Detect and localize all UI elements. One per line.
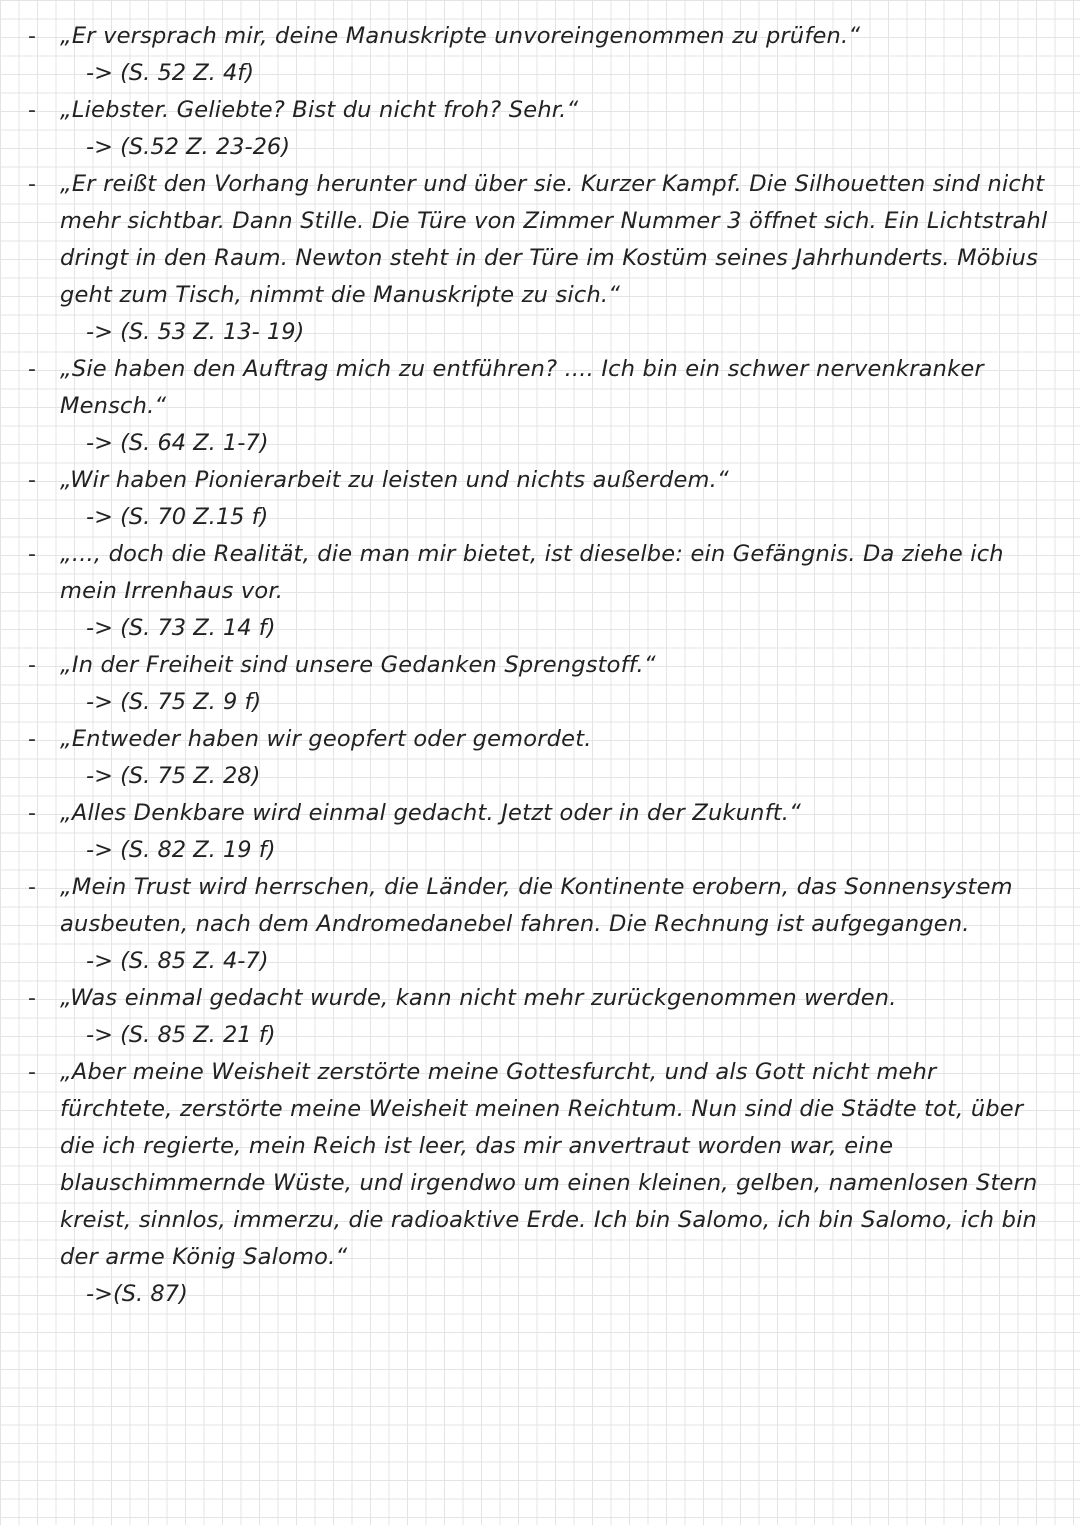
bullet-dash: - xyxy=(28,172,36,197)
quote-text: „Sie haben den Auftrag mich zu entführen? .... Ich bin ein schwer nervenkranker Mensch.“ xyxy=(60,356,984,419)
quote-text: „Er reißt den Vorhang herunter und über sie. Kurzer Kampf. Die Silhouetten sind nicht mehr sichtbar. Dann Stille. Die Türe von Zimmer Nummer 3 öffnet sich. Ein Lichtstrahl dringt in den Raum. Newton steht in der Türe im Kostüm seines Jahrhunderts. Möbius geht zum Tisch, nimmt die Manuskripte zu sich.“ xyxy=(60,171,1048,308)
list-item xyxy=(0,647,1080,721)
list-item xyxy=(0,92,1080,166)
list-item xyxy=(0,462,1080,536)
quote-text: „Liebster. Geliebte? Bist du nicht froh? Sehr.“ xyxy=(60,97,579,123)
list-item xyxy=(0,795,1080,869)
page-reference: -> (S. 64 Z. 1-7) xyxy=(86,430,269,456)
quote-text: „Alles Denkbare wird einmal gedacht. Jetzt oder in der Zukunft.“ xyxy=(60,800,801,826)
quote-text: „Er versprach mir, deine Manuskripte unvoreingenommen zu prüfen.“ xyxy=(60,23,861,49)
page-reference: -> (S. 70 Z.15 f) xyxy=(86,504,269,530)
page-reference: -> (S. 73 Z. 14 f) xyxy=(86,615,276,641)
quote-text: „Aber meine Weisheit zerstörte meine Gottesfurcht, und als Gott nicht mehr fürchtete, zerstörte meine Weisheit meinen Reichtum. Nun sind die Städte tot, über die ich regierte, mein Reich ist leer, das mir anvertraut worden war, eine blauschimmernde Wüste, und irgendwo um einen kleinen, gelben, namenlosen Stern kreist, sinnlos, immerzu, die radioaktive Erde. Ich bin Salomo, ich bin Salomo, ich bin der arme König Salomo.“ xyxy=(60,1059,1038,1270)
page-reference: -> (S. 82 Z. 19 f) xyxy=(86,837,276,863)
bullet-dash: - xyxy=(28,1060,36,1085)
page-reference: -> (S. 85 Z. 4-7) xyxy=(86,948,269,974)
bullet-dash: - xyxy=(28,468,36,493)
bullet-dash: - xyxy=(28,875,36,900)
bullet-dash: - xyxy=(28,727,36,752)
quote-list xyxy=(0,18,1080,1313)
quote-text: „In der Freiheit sind unsere Gedanken Sprengstoff.“ xyxy=(60,652,656,678)
page-reference: -> (S. 75 Z. 28) xyxy=(86,763,261,789)
page-reference: -> (S. 53 Z. 13- 19) xyxy=(86,319,305,345)
page-reference: -> (S. 85 Z. 21 f) xyxy=(86,1022,276,1048)
bullet-dash: - xyxy=(28,357,36,382)
bullet-dash: - xyxy=(28,801,36,826)
quote-text: „Mein Trust wird herrschen, die Länder, die Kontinente erobern, das Sonnensystem ausbeuten, nach dem Andromedanebel fahren. Die Rechnung ist aufgegangen. xyxy=(60,874,1013,937)
list-item xyxy=(0,721,1080,795)
bullet-dash: - xyxy=(28,98,36,123)
bullet-dash: - xyxy=(28,653,36,678)
quote-text: „..., doch die Realität, die man mir bietet, ist dieselbe: ein Gefängnis. Da ziehe ich mein Irrenhaus vor. xyxy=(60,541,1004,604)
page-reference: ->(S. 87) xyxy=(86,1281,188,1307)
bullet-dash: - xyxy=(28,542,36,567)
list-item xyxy=(0,536,1080,647)
page-reference: -> (S.52 Z. 23-26) xyxy=(86,134,290,160)
list-item xyxy=(0,166,1080,351)
quote-text: „Wir haben Pionierarbeit zu leisten und nichts außerdem.“ xyxy=(60,467,729,493)
quote-text: „Entweder haben wir geopfert oder gemordet. xyxy=(60,726,592,752)
list-item xyxy=(0,869,1080,980)
bullet-dash: - xyxy=(28,986,36,1011)
page-reference: -> (S. 75 Z. 9 f) xyxy=(86,689,262,715)
quote-text: „Was einmal gedacht wurde, kann nicht mehr zurückgenommen werden. xyxy=(60,985,897,1011)
page-reference: -> (S. 52 Z. 4f) xyxy=(86,60,255,86)
list-item xyxy=(0,18,1080,92)
list-item xyxy=(0,980,1080,1054)
list-item xyxy=(0,351,1080,462)
bullet-dash: - xyxy=(28,24,36,49)
list-item xyxy=(0,1054,1080,1313)
